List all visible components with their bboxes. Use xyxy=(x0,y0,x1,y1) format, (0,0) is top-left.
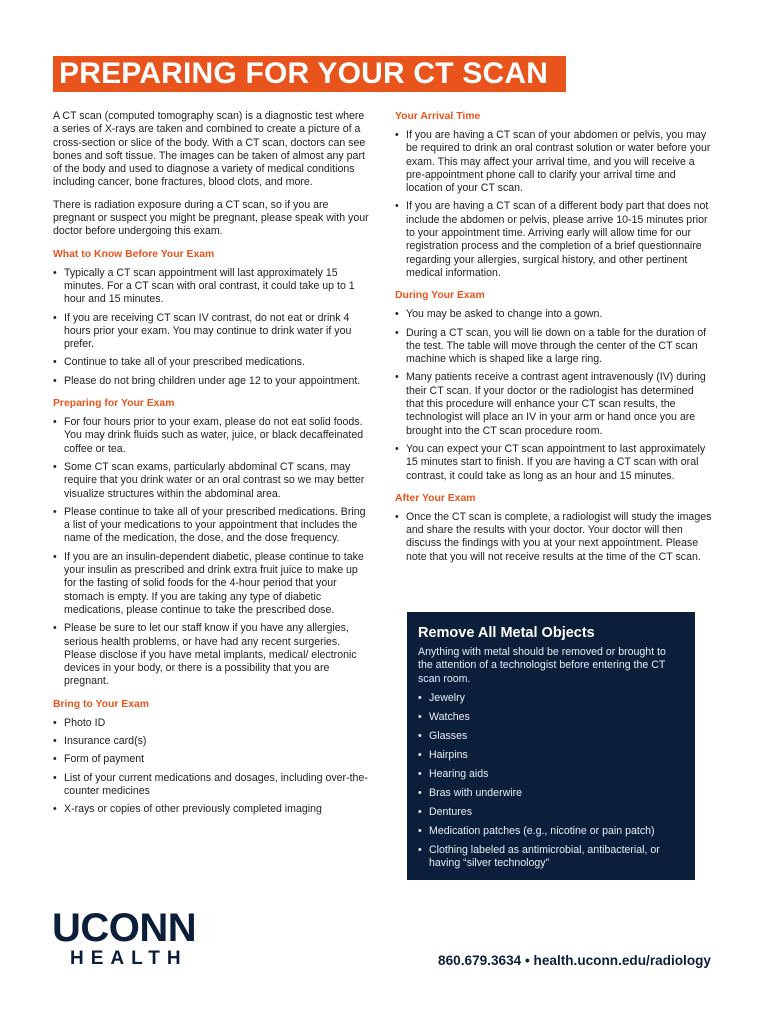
list-item: • You can expect your CT scan appointment to last approximately 15 minutes start to finish. If you are having a CT scan with oral contrast, it could take as long as an hour and 15 minutes. xyxy=(395,443,713,483)
list-item: • You may be asked to change into a gown. xyxy=(395,308,713,321)
list-item: • Continue to take all of your prescribed medications. xyxy=(53,356,373,369)
contact-info: 860.679.3634 • health.uconn.edu/radiology xyxy=(438,953,711,968)
list-item: • Clothing labeled as antimicrobial, antibacterial, or having “silver technology” xyxy=(418,844,683,871)
list-item: • Typically a CT scan appointment will last approximately 15 minutes. For a CT scan with oral contrast, it could take up to 1 hour and 15 minutes. xyxy=(53,267,373,307)
left-column xyxy=(53,110,373,825)
list-item: • Form of payment xyxy=(53,753,373,766)
bring-list xyxy=(53,717,373,817)
list-item: • Hairpins xyxy=(418,749,683,762)
section-heading-before: What to Know Before Your Exam xyxy=(53,248,215,260)
metal-list xyxy=(418,692,683,870)
preparing-list xyxy=(53,416,373,689)
intro-paragraph: A CT scan (computed tomography scan) is a diagnostic test where a series of X-rays are taken and combined to create a picture of a cross-section or slice of the body. With a CT scan, doctors can see bones and soft tissue. The images can be taken of almost any part of the body and used to diagnose a variety of medical conditions including cancer, bone fractures, blood clots, and more. xyxy=(53,110,366,189)
right-column xyxy=(395,110,713,573)
section-heading-preparing: Preparing for Your Exam xyxy=(53,398,175,410)
section-heading-during: During Your Exam xyxy=(395,290,485,302)
list-item: • Many patients receive a contrast agent intravenously (IV) during their CT scan. If your doctor or the radiologist has determined that this procedure will enhance your CT scan results, the technologist will place an IV in your arm or hand once you are brought into the CT scan procedure room. xyxy=(395,371,713,437)
list-item: • For four hours prior to your exam, please do not eat solid foods. You may drink fluids such as water, juice, or black decaffeinated coffee or tea. xyxy=(53,416,373,456)
logo-wordmark-bottom: HEALTH xyxy=(70,948,188,969)
list-item: • Please continue to take all of your prescribed medications. Bring a list of your medications to your appointment that includes the name of the medication, the dose, and the dose frequency. xyxy=(53,506,373,546)
list-item: • Jewelry xyxy=(418,692,683,705)
list-item: • Dentures xyxy=(418,806,683,819)
list-item: • Watches xyxy=(418,711,683,724)
list-item: • Bras with underwire xyxy=(418,787,683,800)
list-item: • Once the CT scan is complete, a radiologist will study the images and share the results with your doctor. Your doctor will then discuss the findings with you at your next appointment. Please note that you will not receive results at the time of the CT scan. xyxy=(395,511,713,564)
list-item: • Insurance card(s) xyxy=(53,735,373,748)
list-item: • If you are having a CT scan of a different body part that does not include the abdomen or pelvis, please arrive 10-15 minutes prior to your appointment time. Arriving early will allow time for our registration process and the completion of a brief questionnaire regarding your allergies, surgical history, and other pertinent medical information. xyxy=(395,200,713,280)
section-heading-bring: Bring to Your Exam xyxy=(53,698,150,710)
page-title: PREPARING FOR YOUR CT SCAN xyxy=(53,56,566,92)
list-item: • During a CT scan, you will lie down on a table for the duration of the test. The table will move through the center of the CT scan machine which is shaped like a large ring. xyxy=(395,327,713,367)
list-item: • If you are receiving CT scan IV contrast, do not eat or drink 4 hours prior your exam. You may continue to drink water if you prefer. xyxy=(53,312,373,352)
list-item: • Some CT scan exams, particularly abdominal CT scans, may require that you drink water or an oral contrast so we may better visualize structures within the abdominal area. xyxy=(53,461,373,501)
list-item: • Hearing aids xyxy=(418,768,683,781)
list-item: • Please do not bring children under age 12 to your appointment. xyxy=(53,375,373,388)
during-list xyxy=(395,308,713,483)
before-list xyxy=(53,267,373,388)
after-list xyxy=(395,511,713,564)
list-item: • If you are having a CT scan of your abdomen or pelvis, you may be required to drink an oral contrast solution or water before your exam. This may affect your arrival time, and you will receive a pre-appointment phone call to clarify your arrival time and location of your CT scan. xyxy=(395,129,713,195)
list-item: • List of your current medications and dosages, including over-the-counter medicines xyxy=(53,772,373,799)
list-item: • Photo ID xyxy=(53,717,373,730)
list-item: • Medication patches (e.g., nicotine or pain patch) xyxy=(418,825,683,838)
list-item: • Please be sure to let our staff know if you have any allergies, serious health problems, or have had any recent surgeries. Please disclose if you have metal implants, medical/ electronic devices in your body, or there is a possibility that you are pregnant. xyxy=(53,622,373,688)
list-item: • Glasses xyxy=(418,730,683,743)
section-heading-arrival: Your Arrival Time xyxy=(395,111,481,122)
list-item: • If you are an insulin-dependent diabetic, please continue to take your insulin as prescribed and drink extra fruit juice to make up for the fasting of solid foods for the 4-hour period that your stomach is empty. If you are taking any type of diabetic medications, please continue to take the prescribed dose. xyxy=(53,551,373,617)
metal-box-heading: Remove All Metal Objects xyxy=(418,625,595,641)
arrival-list xyxy=(395,129,713,280)
radiation-paragraph: There is radiation exposure during a CT scan, so if you are pregnant or suspect you might be pregnant, please speak with your doctor before undergoing this exam. xyxy=(53,198,369,238)
metal-objects-box xyxy=(407,612,695,880)
uconn-health-logo xyxy=(52,908,202,970)
logo-wordmark-top: UCONN xyxy=(52,906,197,950)
metal-box-intro: Anything with metal should be removed or brought to the attention of a technologist before entering the CT scan room. xyxy=(418,646,666,685)
list-item: • X-rays or copies of other previously completed imaging xyxy=(53,803,373,816)
section-heading-after: After Your Exam xyxy=(395,492,476,504)
